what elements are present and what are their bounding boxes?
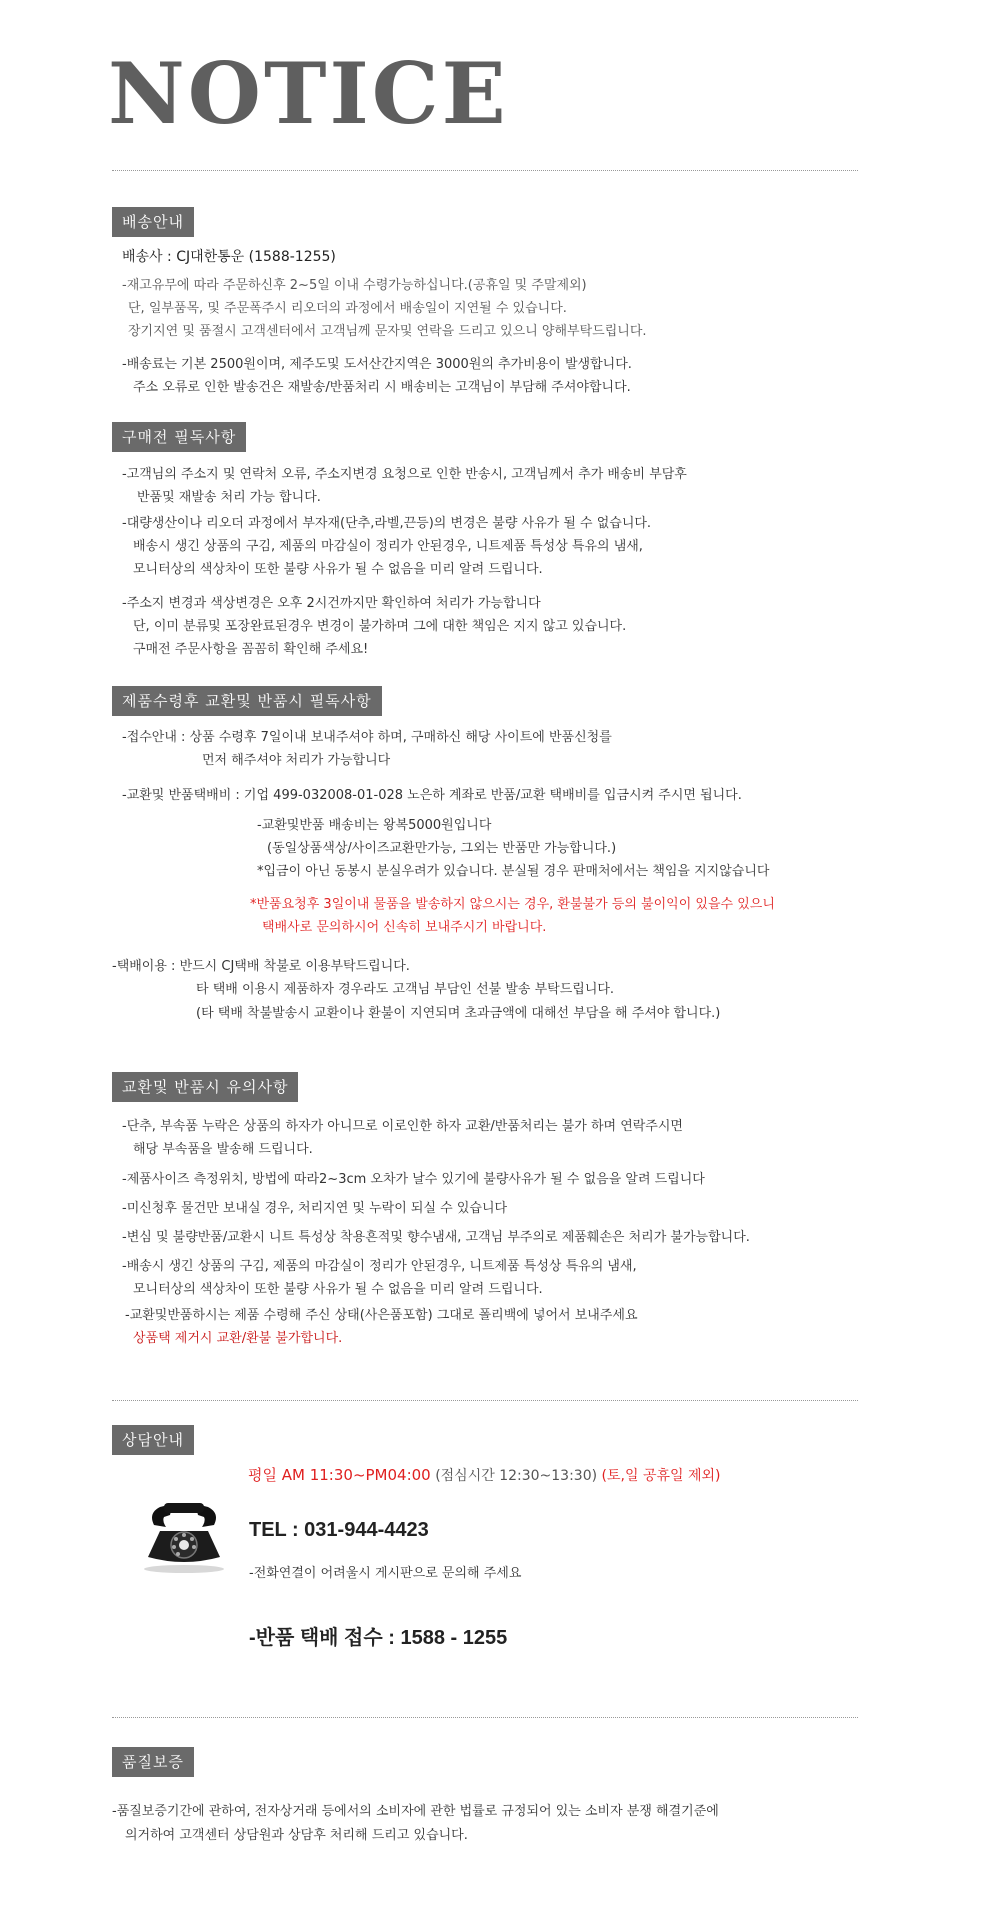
section-tag-caution: 교환및 반품시 유의사항 <box>112 1072 298 1102</box>
section-tag-quality: 품질보증 <box>112 1747 194 1777</box>
notice-line: 모니터상의 색상차이 또한 불량 사유가 될 수 없음을 미리 알려 드립니다. <box>133 1282 543 1297</box>
section-tag-before-purchase: 구매전 필독사항 <box>112 422 246 452</box>
notice-line: -대량생산이나 리오더 과정에서 부자재(단추,라벨,끈등)의 변경은 불량 사유가 될 수 없습니다. <box>122 516 652 531</box>
section-tag-shipping: 배송안내 <box>112 207 194 237</box>
notice-line: (타 택배 착불발송시 교환이나 환불이 지연되며 초과금액에 대해선 부담을 해 주셔야 합니다.) <box>196 1006 721 1021</box>
notice-line: -변심 및 불량반품/교환시 니트 특성상 착용흔적및 향수냄새, 고객님 부주의로 제품훼손은 처리가 불가능합니다. <box>122 1230 750 1245</box>
notice-line: -접수안내 : 상품 수령후 7일이내 보내주셔야 하며, 구매하신 해당 사이트에 반품신청를 <box>122 730 612 745</box>
holiday-note: (토,일 공휴일 제외) <box>601 1468 721 1484</box>
telephone-icon <box>138 1495 230 1575</box>
notice-line: -교환및반품하시는 제품 수령해 주신 상태(사은품포함) 그대로 폴리백에 넣어서 보내주세요 <box>125 1308 638 1323</box>
tel-number: TEL : 031-944-4423 <box>249 1519 429 1541</box>
notice-line: -교환및 반품택배비 : 기업 499-032008-01-028 노은하 계좌로 반품/교환 택배비를 입금시켜 주시면 됩니다. <box>122 788 742 803</box>
divider <box>112 170 858 171</box>
notice-line: *입금이 아닌 동봉시 분실우려가 있습니다. 분실될 경우 판매처에서는 책임을 지지않습니다 <box>257 864 770 879</box>
notice-line: -제품사이즈 측정위치, 방법에 따라2~3cm 오차가 날수 있기에 불량사유가 될 수 없음을 알려 드립니다 <box>122 1172 705 1187</box>
shipping-line: 장기지연 및 품절시 고객센터에서 고객님께 문자및 연락을 드리고 있으니 양해부탁드립니다. <box>128 324 647 339</box>
divider <box>112 1717 858 1718</box>
notice-line: 구매전 주문사항을 꼼꼼히 확인해 주세요! <box>133 642 369 657</box>
notice-line: -단추, 부속품 누락은 상품의 하자가 아니므로 이로인한 하자 교환/반품처리는 불가 하며 연락주시면 <box>122 1119 683 1134</box>
notice-line: -배송시 생긴 상품의 구김, 제품의 마감실이 정리가 안된경우, 니트제품 특성상 특유의 냄새, <box>122 1259 637 1274</box>
notice-line: 모니터상의 색상차이 또한 불량 사유가 될 수 없음을 미리 알려 드립니다. <box>133 562 543 577</box>
notice-line: 먼저 해주셔야 처리가 가능합니다 <box>202 753 391 768</box>
notice-line: -택배이용 : 반드시 CJ택배 착불로 이용부탁드립니다. <box>112 959 410 974</box>
board-note: -전화연결이 어려울시 게시판으로 문의해 주세요 <box>249 1566 522 1581</box>
page-title: NOTICE <box>108 44 509 143</box>
notice-line: 해당 부속품을 발송해 드립니다. <box>133 1142 313 1157</box>
notice-line: 반품및 재발송 처리 가능 합니다. <box>137 490 321 505</box>
warning-line: 택배사로 문의하시어 신속히 보내주시기 바랍니다. <box>262 920 547 935</box>
courier-line: 배송사 : CJ대한통운 (1588-1255) <box>122 249 336 265</box>
shipping-line: -배송료는 기본 2500원이며, 제주도및 도서산간지역은 3000원의 추가비용이 발생합니다. <box>122 357 632 372</box>
shipping-line: -재고유무에 따라 주문하신후 2~5일 이내 수령가능하십니다.(공휴일 및 주말제외) <box>122 278 587 293</box>
notice-line: -미신청후 물건만 보내실 경우, 처리지연 및 누락이 되실 수 있습니다 <box>122 1201 508 1216</box>
section-tag-consult: 상담안내 <box>112 1425 194 1455</box>
notice-line: -교환및반품 배송비는 왕복5000원입니다 <box>257 818 492 833</box>
shipping-line: 단, 일부품목, 및 주문폭주시 리오더의 과정에서 배송일이 지연될 수 있습니다. <box>128 301 567 316</box>
notice-line: 배송시 생긴 상품의 구김, 제품의 마감실이 정리가 안된경우, 니트제품 특성상 특유의 냄새, <box>133 539 643 554</box>
notice-line: 타 택배 이용시 제품하자 경우라도 고객님 부담인 선불 발송 부탁드립니다. <box>196 982 615 997</box>
warning-line: 상품택 제거시 교환/환불 불가합니다. <box>133 1331 343 1346</box>
notice-line: (동일상품색상/사이즈교환만가능, 그외는 반품만 가능합니다.) <box>267 841 617 856</box>
divider <box>112 1400 858 1401</box>
notice-line: -품질보증기간에 관하여, 전자상거래 등에서의 소비자에 관한 법률로 규정되어 있는 소비자 분쟁 해결기준에 <box>112 1804 719 1819</box>
notice-line: -고객님의 주소지 및 연락처 오류, 주소지변경 요청으로 인한 반송시, 고객님께서 추가 배송비 부담후 <box>122 467 687 482</box>
return-courier-number: -반품 택배 접수 : 1588 - 1255 <box>249 1627 508 1649</box>
notice-line: 의거하여 고객센터 상담원과 상담후 처리해 드리고 있습니다. <box>125 1828 468 1843</box>
lunch-time: (점심시간 12:30~13:30) <box>435 1468 598 1484</box>
shipping-line: 주소 오류로 인한 발송건은 재발송/반품처리 시 배송비는 고객님이 부담해 주셔야합니다. <box>133 380 631 395</box>
notice-line: 단, 이미 분류및 포장완료된경우 변경이 불가하며 그에 대한 책임은 지지 않고 있습니다. <box>133 619 627 634</box>
notice-line: -주소지 변경과 색상변경은 오후 2시건까지만 확인하여 처리가 가능합니다 <box>122 596 541 611</box>
section-tag-exchange-return: 제품수령후 교환및 반품시 필독사항 <box>112 686 382 716</box>
warning-line: *반품요청후 3일이내 물품을 발송하지 않으시는 경우, 환불불가 등의 불이익이 있을수 있으니 <box>250 897 775 912</box>
consult-hours-line <box>248 1468 721 1483</box>
business-hours: 평일 AM 11:30~PM04:00 <box>248 1466 431 1484</box>
